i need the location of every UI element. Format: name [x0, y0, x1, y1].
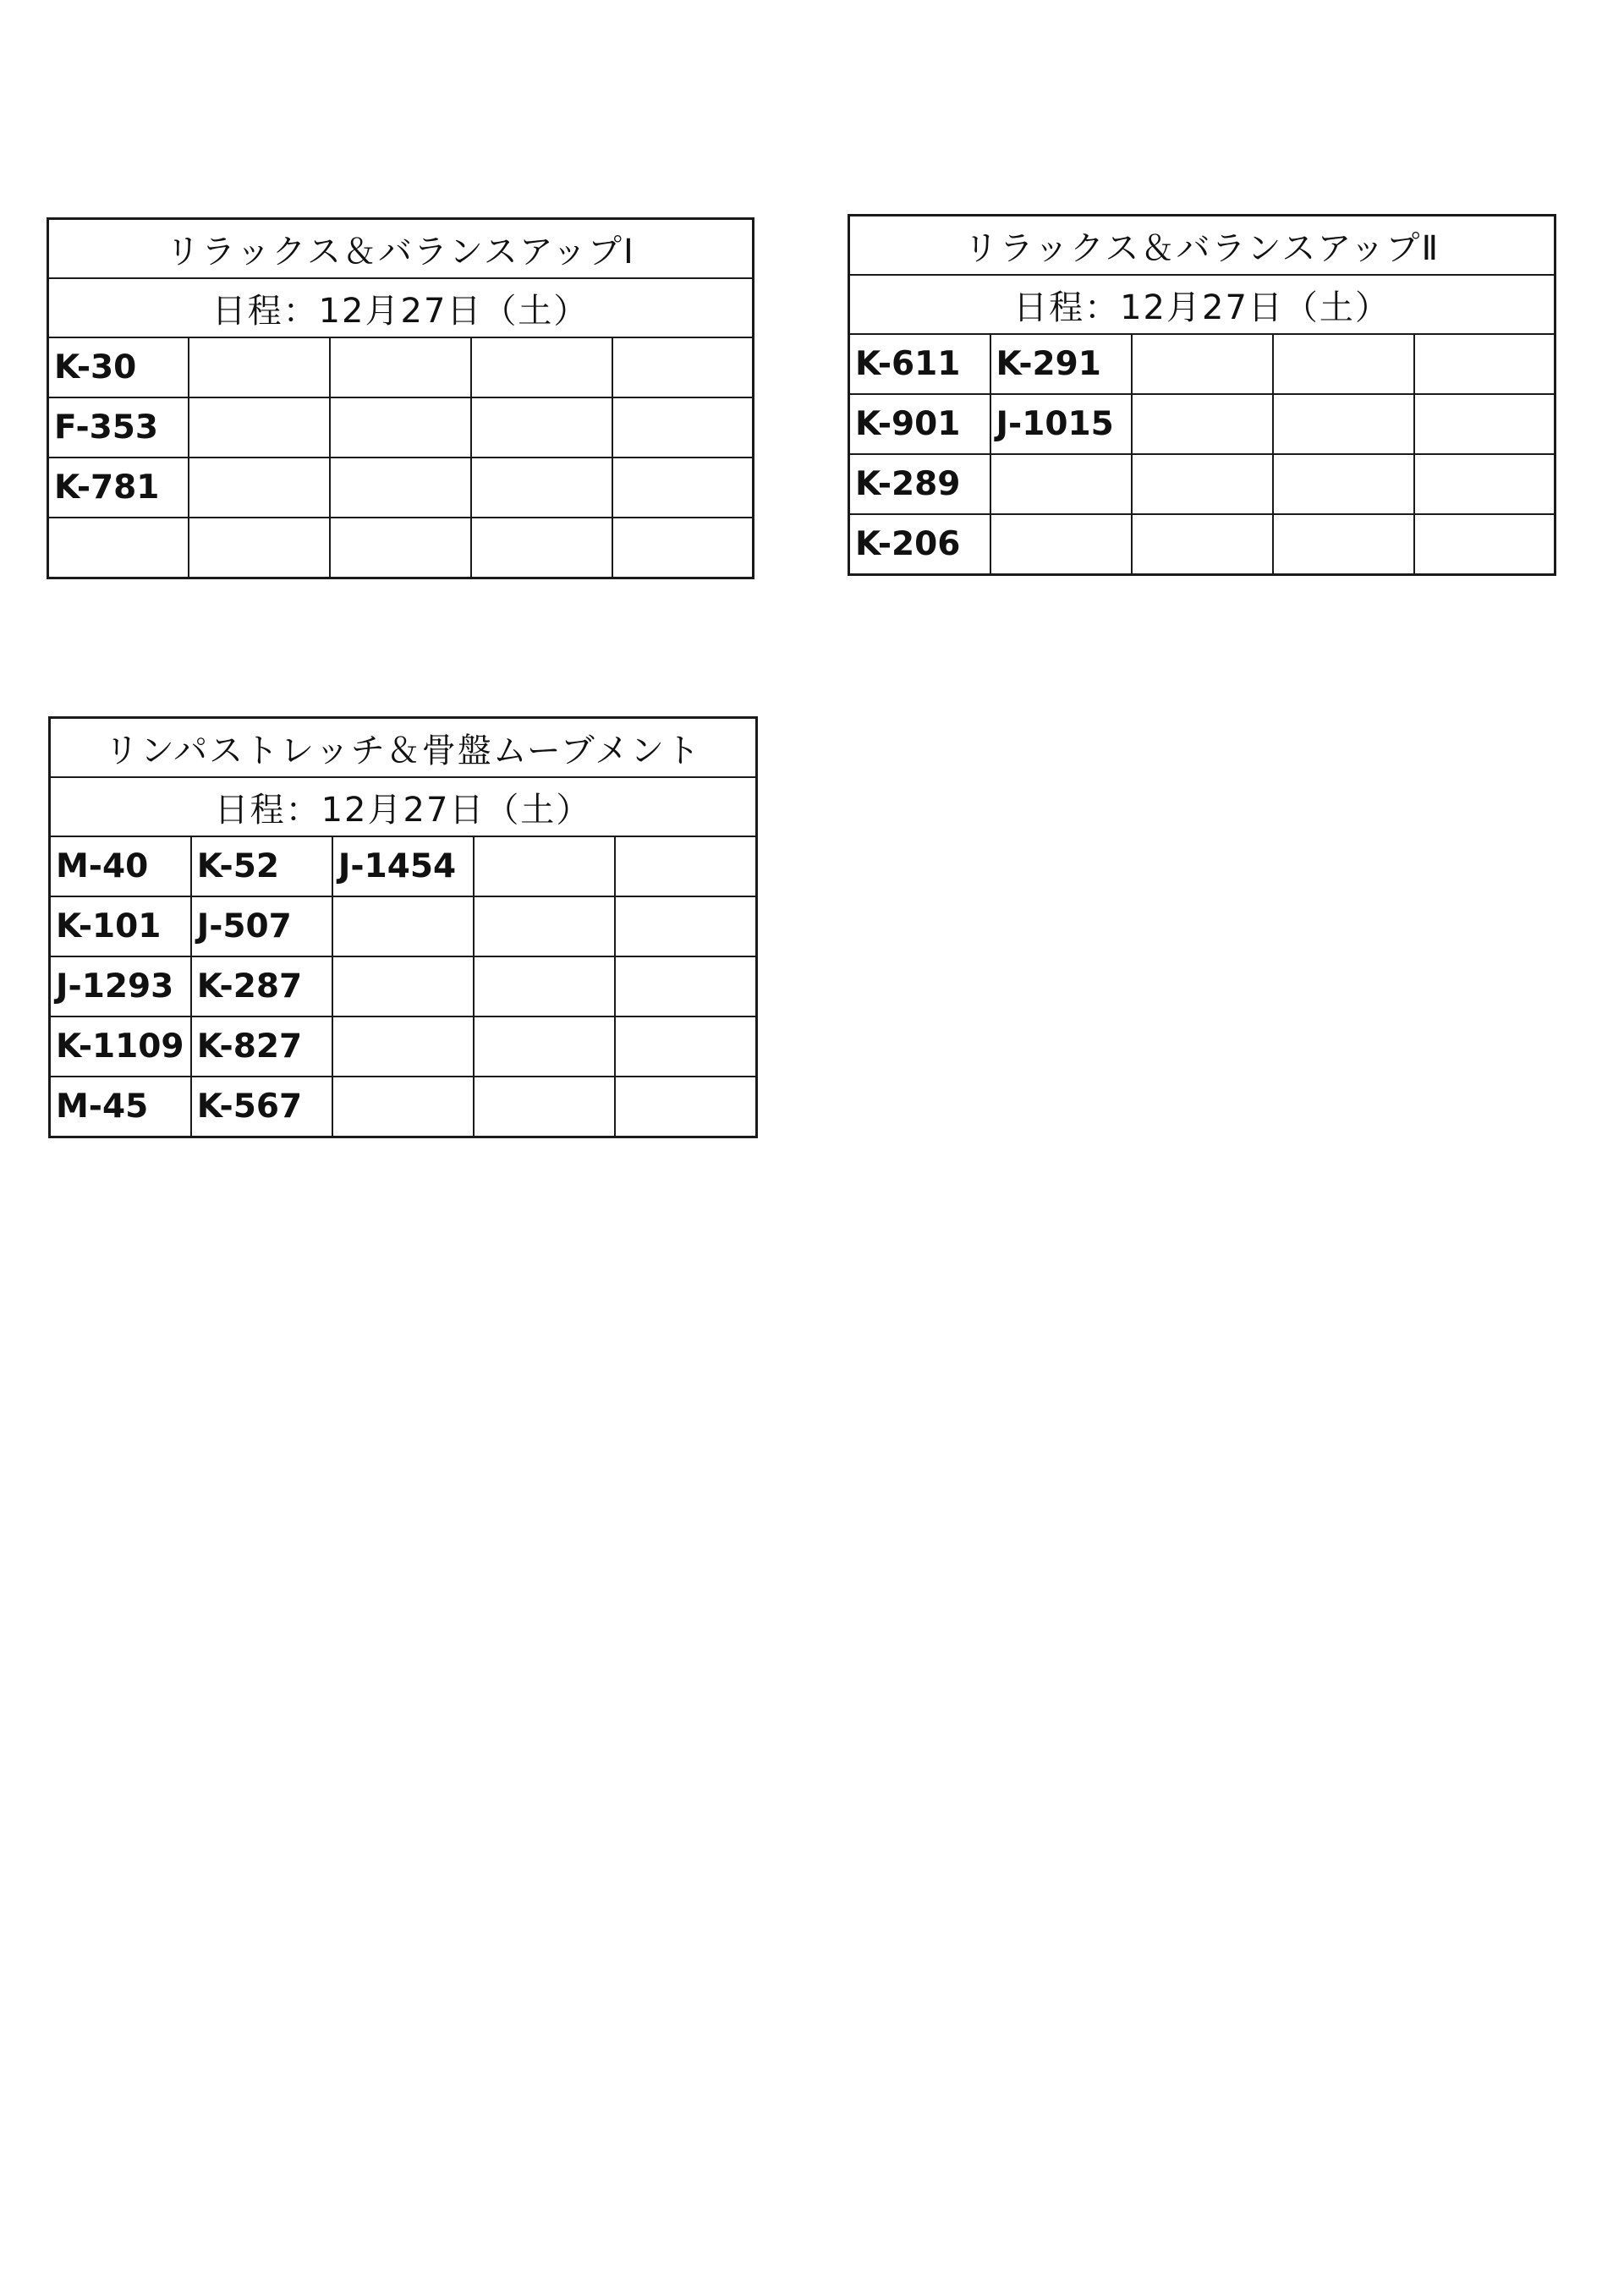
participant-id-cell: K-289: [849, 454, 990, 514]
participant-id-cell: [471, 458, 612, 518]
participant-id-cell: [474, 956, 615, 1016]
table-title: リラックス＆バランスアップⅠ: [48, 219, 754, 279]
participant-id-cell: [612, 337, 754, 397]
participant-id-cell: K-901: [849, 394, 990, 454]
participant-id-cell: [1414, 454, 1555, 514]
participant-id-cell: [615, 896, 756, 956]
schedule-table-lymph-stretch: [48, 716, 758, 1138]
participant-id-cell: [1273, 334, 1414, 394]
participant-id-cell: [1414, 514, 1555, 575]
participant-id-cell: [471, 518, 612, 578]
participant-id-cell: K-30: [48, 337, 189, 397]
participant-id-cell: [189, 337, 330, 397]
table-row: [50, 1016, 757, 1077]
schedule-date: 日程：12月27日（土）: [48, 278, 754, 337]
participant-id-cell: [330, 458, 471, 518]
schedule-date: 日程：12月27日（土）: [50, 777, 757, 836]
participant-id-cell: [990, 514, 1132, 575]
participant-id-cell: [612, 397, 754, 458]
participant-id-cell: [615, 956, 756, 1016]
participant-id-cell: [615, 836, 756, 896]
participant-id-cell: K-52: [191, 836, 332, 896]
table-row: [849, 454, 1555, 514]
participant-id-cell: [332, 1077, 474, 1137]
participant-id-cell: [990, 454, 1132, 514]
participant-id-cell: K-206: [849, 514, 990, 575]
schedule-table-relax-balance-1: [47, 217, 754, 579]
participant-id-cell: K-101: [50, 896, 191, 956]
participant-id-cell: [189, 458, 330, 518]
participant-id-cell: M-45: [50, 1077, 191, 1137]
participant-id-cell: [1273, 514, 1414, 575]
participant-id-cell: [1132, 514, 1273, 575]
table-row: [50, 1077, 757, 1137]
participant-id-cell: J-1015: [990, 394, 1132, 454]
table-row: [48, 397, 754, 458]
participant-id-cell: F-353: [48, 397, 189, 458]
participant-id-cell: [1132, 394, 1273, 454]
participant-id-cell: [332, 1016, 474, 1077]
participant-id-cell: J-507: [191, 896, 332, 956]
participant-id-cell: [1132, 454, 1273, 514]
table-row: [50, 956, 757, 1016]
table-row: [50, 896, 757, 956]
participant-id-cell: [612, 518, 754, 578]
participant-id-cell: K-287: [191, 956, 332, 1016]
participant-id-cell: [1414, 394, 1555, 454]
participant-id-cell: [332, 896, 474, 956]
participant-id-cell: [471, 397, 612, 458]
participant-id-cell: [1273, 394, 1414, 454]
participant-id-cell: [612, 458, 754, 518]
table-title: リンパストレッチ＆骨盤ムーブメント: [50, 718, 757, 778]
participant-id-cell: J-1293: [50, 956, 191, 1016]
participant-id-cell: [330, 518, 471, 578]
participant-id-cell: K-567: [191, 1077, 332, 1137]
participant-id-cell: [474, 836, 615, 896]
participant-id-cell: [332, 956, 474, 1016]
participant-id-cell: K-291: [990, 334, 1132, 394]
participant-id-cell: [189, 397, 330, 458]
participant-id-cell: K-611: [849, 334, 990, 394]
participant-id-cell: J-1454: [332, 836, 474, 896]
table-row: [48, 518, 754, 578]
participant-id-cell: [471, 337, 612, 397]
table-row: [50, 836, 757, 896]
participant-id-cell: [1273, 454, 1414, 514]
table-row: [849, 514, 1555, 575]
participant-id-cell: [474, 896, 615, 956]
participant-id-cell: [474, 1016, 615, 1077]
participant-id-cell: [48, 518, 189, 578]
schedule-date: 日程：12月27日（土）: [849, 275, 1555, 334]
schedule-table-relax-balance-2: [848, 214, 1556, 576]
table-row: [48, 458, 754, 518]
table-title: リラックス＆バランスアップⅡ: [849, 216, 1555, 276]
table-row: [849, 334, 1555, 394]
participant-id-cell: [330, 397, 471, 458]
participant-id-cell: K-1109: [50, 1016, 191, 1077]
participant-id-cell: [1414, 334, 1555, 394]
participant-id-cell: [189, 518, 330, 578]
participant-id-cell: [330, 337, 471, 397]
participant-id-cell: [615, 1077, 756, 1137]
participant-id-cell: [474, 1077, 615, 1137]
participant-id-cell: [615, 1016, 756, 1077]
participant-id-cell: K-781: [48, 458, 189, 518]
table-row: [48, 337, 754, 397]
participant-id-cell: K-827: [191, 1016, 332, 1077]
table-row: [849, 394, 1555, 454]
participant-id-cell: M-40: [50, 836, 191, 896]
participant-id-cell: [1132, 334, 1273, 394]
